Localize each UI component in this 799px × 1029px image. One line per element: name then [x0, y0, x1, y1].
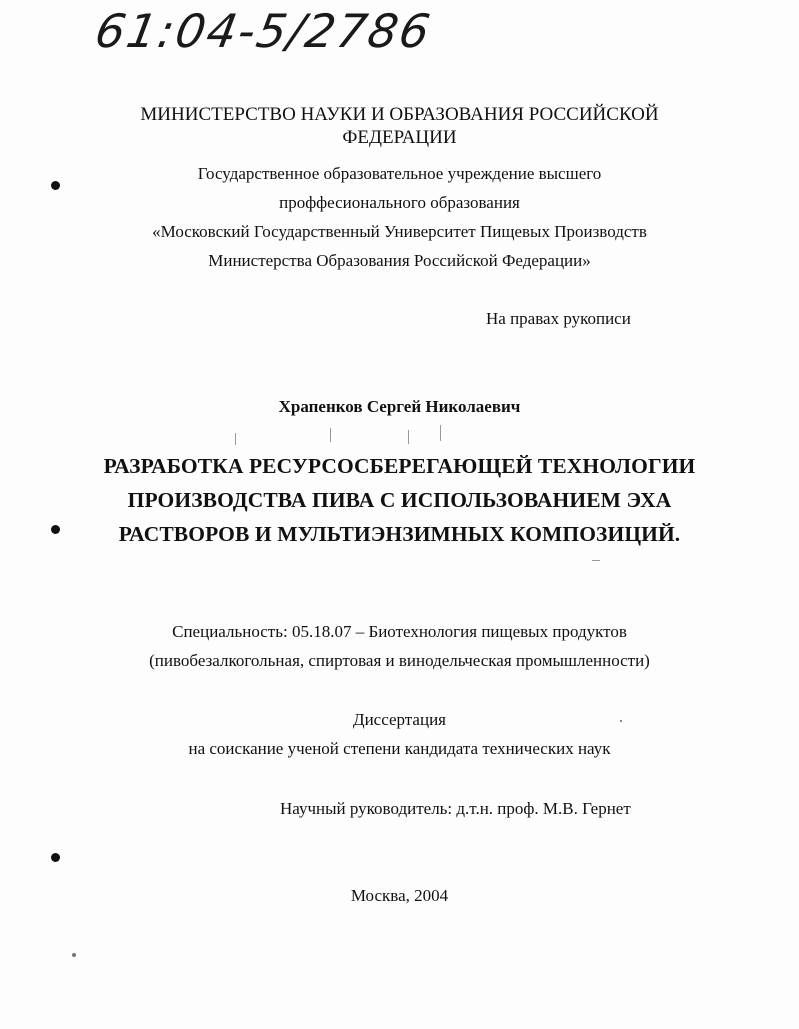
binder-hole-mark	[51, 853, 60, 862]
binder-hole-mark	[51, 525, 60, 534]
handwritten-archive-code: 61:04-5/2786	[91, 4, 436, 58]
dissertation-label: Диссертация	[352, 710, 446, 729]
rights-note: На правах рукописи	[486, 309, 631, 328]
scan-speck	[620, 720, 622, 722]
dissertation-degree: на соискание ученой степени кандидата технических наук	[188, 739, 611, 758]
place-and-year: Москва, 2004	[350, 886, 449, 905]
title-line-3: РАСТВОРОВ И МУЛЬТИЭНЗИМНЫХ КОМПОЗИЦИЙ.	[118, 522, 681, 546]
institution-line-4: Министерства Образования Российской Федерации»	[208, 251, 591, 270]
scan-speck	[72, 953, 76, 957]
scan-speck	[235, 433, 236, 445]
scan-speck	[330, 428, 331, 442]
binder-hole-mark	[51, 181, 60, 190]
specialty-line-1: Специальность: 05.18.07 – Биотехнология пищевых продуктов	[172, 622, 627, 641]
title-line-2: ПРОИЗВОДСТВА ПИВА С ИСПОЛЬЗОВАНИЕМ ЭХА	[127, 488, 672, 512]
institution-line-3: «Московский Государственный Университет Пищевых Производств	[152, 222, 647, 241]
scan-speck	[408, 430, 409, 444]
scientific-supervisor: Научный руководитель: д.т.н. проф. М.В. Гернет	[280, 799, 631, 818]
institution-line-1: Государственное образовательное учреждение высшего	[197, 164, 602, 183]
specialty-line-2: (пивобезалкогольная, спиртовая и винодельческая промышленности)	[149, 651, 650, 670]
ministry-line-2: ФЕДЕРАЦИИ	[342, 127, 457, 148]
scan-speck	[592, 560, 600, 561]
institution-line-2: проффесионального образования	[279, 193, 520, 212]
title-line-1: РАЗРАБОТКА РЕСУРСОСБЕРЕГАЮЩЕЙ ТЕХНОЛОГИИ	[103, 454, 696, 478]
author-name: Храпенков Сергей Николаевич	[278, 397, 521, 416]
scan-speck	[440, 425, 441, 441]
ministry-line-1: МИНИСТЕРСТВО НАУКИ И ОБРАЗОВАНИЯ РОССИЙСКОЙ	[140, 104, 659, 125]
